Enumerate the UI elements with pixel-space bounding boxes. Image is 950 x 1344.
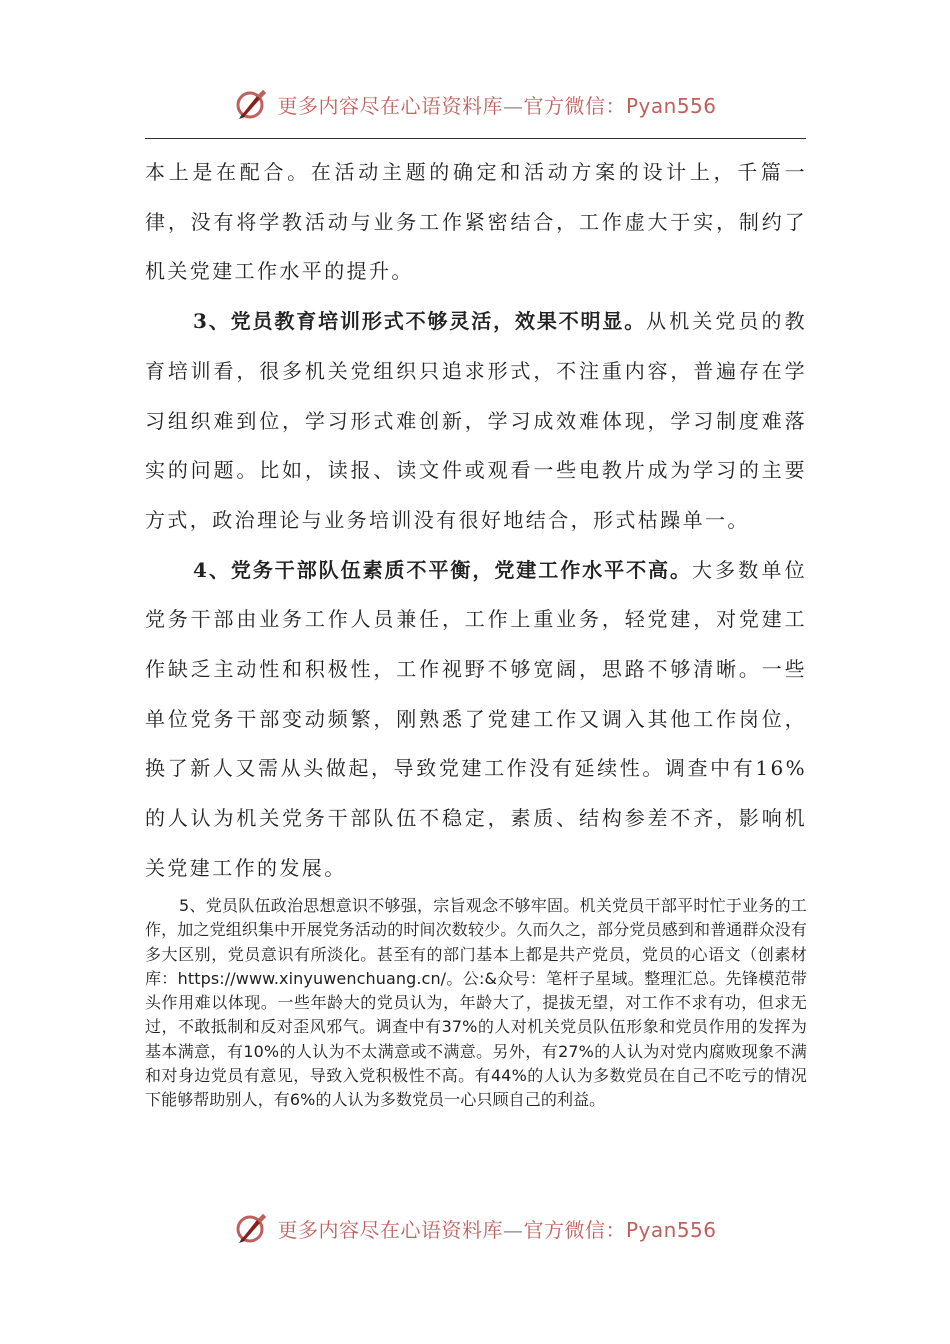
footer-text-cn: 更多内容尽在心语资料库 — [277, 1217, 503, 1242]
header-rule — [145, 138, 806, 139]
footer-text-en: Pyan556 — [625, 1217, 717, 1242]
header-text-cn2: 官方微信： — [523, 93, 626, 118]
pen-logo-icon — [233, 86, 273, 122]
paragraph-3-body: 大多数单位党务干部由业务工作人员兼任，工作上重业务，轻党建，对党建工作缺乏主动性和积极性，工作视野不够宽阔，思路不够清晰。一些单位党务干部变动频繁，刚熟悉了党建工作又调入其他工作岗位，换了新人又需从头做起，导致党建工作没有延续性。调查中有16%的人认为机关党务干部队伍不稳定，素质、结构参差不齐，影响机关党建工作的发展。 — [145, 557, 808, 880]
paragraph-4: 5、党员队伍政治思想意识不够强，宗旨观念不够牢固。机关党员干部平时忙于业务的工作，加之党组织集中开展党务活动的时间次数较少。久而久之，部分党员感到和普通群众没有多大区别，党员意识有所淡化。甚至有的部门基本上都是共产党员，党员的心语文（创素材库：https://www.xinyuwenchuang.cn/。公:&众号：笔杆子星域。整理汇总。先锋模范带头作用难以体现。一些年龄大的党员认为，年龄大了，提拔无望，对工作不求有功，但求无过，不敢抵制和反对歪风邪气。调查中有37%的人对机关党员队伍形象和党员作用的发挥为基本满意，有10%的人认为不太满意或不满意。另外，有27%的人认为对党内腐败现象不满和对身边党员有意见，导致入党积极性不高。有44%的人认为多数党员在自己不吃亏的情况下能够帮助别人，有6%的人认为多数党员一心只顾自己的利益。 — [145, 896, 807, 1110]
footer-banner-text — [277, 1214, 716, 1243]
document-body — [145, 148, 807, 894]
paragraph-2-body: 从机关党员的教育培训看，很多机关党组织只追求形式，不注重内容，普遍存在学习组织难到位，学习形式难创新，学习成效难体现，学习制度难落实的问题。比如，读报、读文件或观看一些电教片成为学习的主要方式，政治理论与业务培训没有很好地结合，形式枯躁单一。 — [145, 309, 807, 532]
header-text-cn: 更多内容尽在心语资料库 — [277, 93, 503, 118]
footer-dash: — — [502, 1217, 524, 1242]
document-small-section — [145, 894, 807, 1113]
header-banner — [0, 84, 950, 124]
paragraph-3 — [145, 546, 807, 894]
paragraph-2 — [145, 297, 807, 546]
paragraph-3-heading: 4、党务干部队伍素质不平衡，党建工作水平不高。 — [193, 557, 692, 582]
header-dash: — — [502, 93, 524, 118]
pen-logo-icon — [233, 1210, 273, 1246]
paragraph-2-heading: 3、党员教育培训形式不够灵活，效果不明显。 — [193, 309, 647, 334]
footer-text-cn2: 官方微信： — [523, 1217, 626, 1242]
paragraph-1: 本上是在配合。在活动主题的确定和活动方案的设计上，千篇一律，没有将学教活动与业务工作紧密结合，工作虚大于实，制约了机关党建工作水平的提升。 — [145, 160, 807, 284]
header-banner-text — [277, 90, 716, 119]
footer-banner — [0, 1208, 950, 1248]
header-text-en: Pyan556 — [625, 93, 717, 118]
